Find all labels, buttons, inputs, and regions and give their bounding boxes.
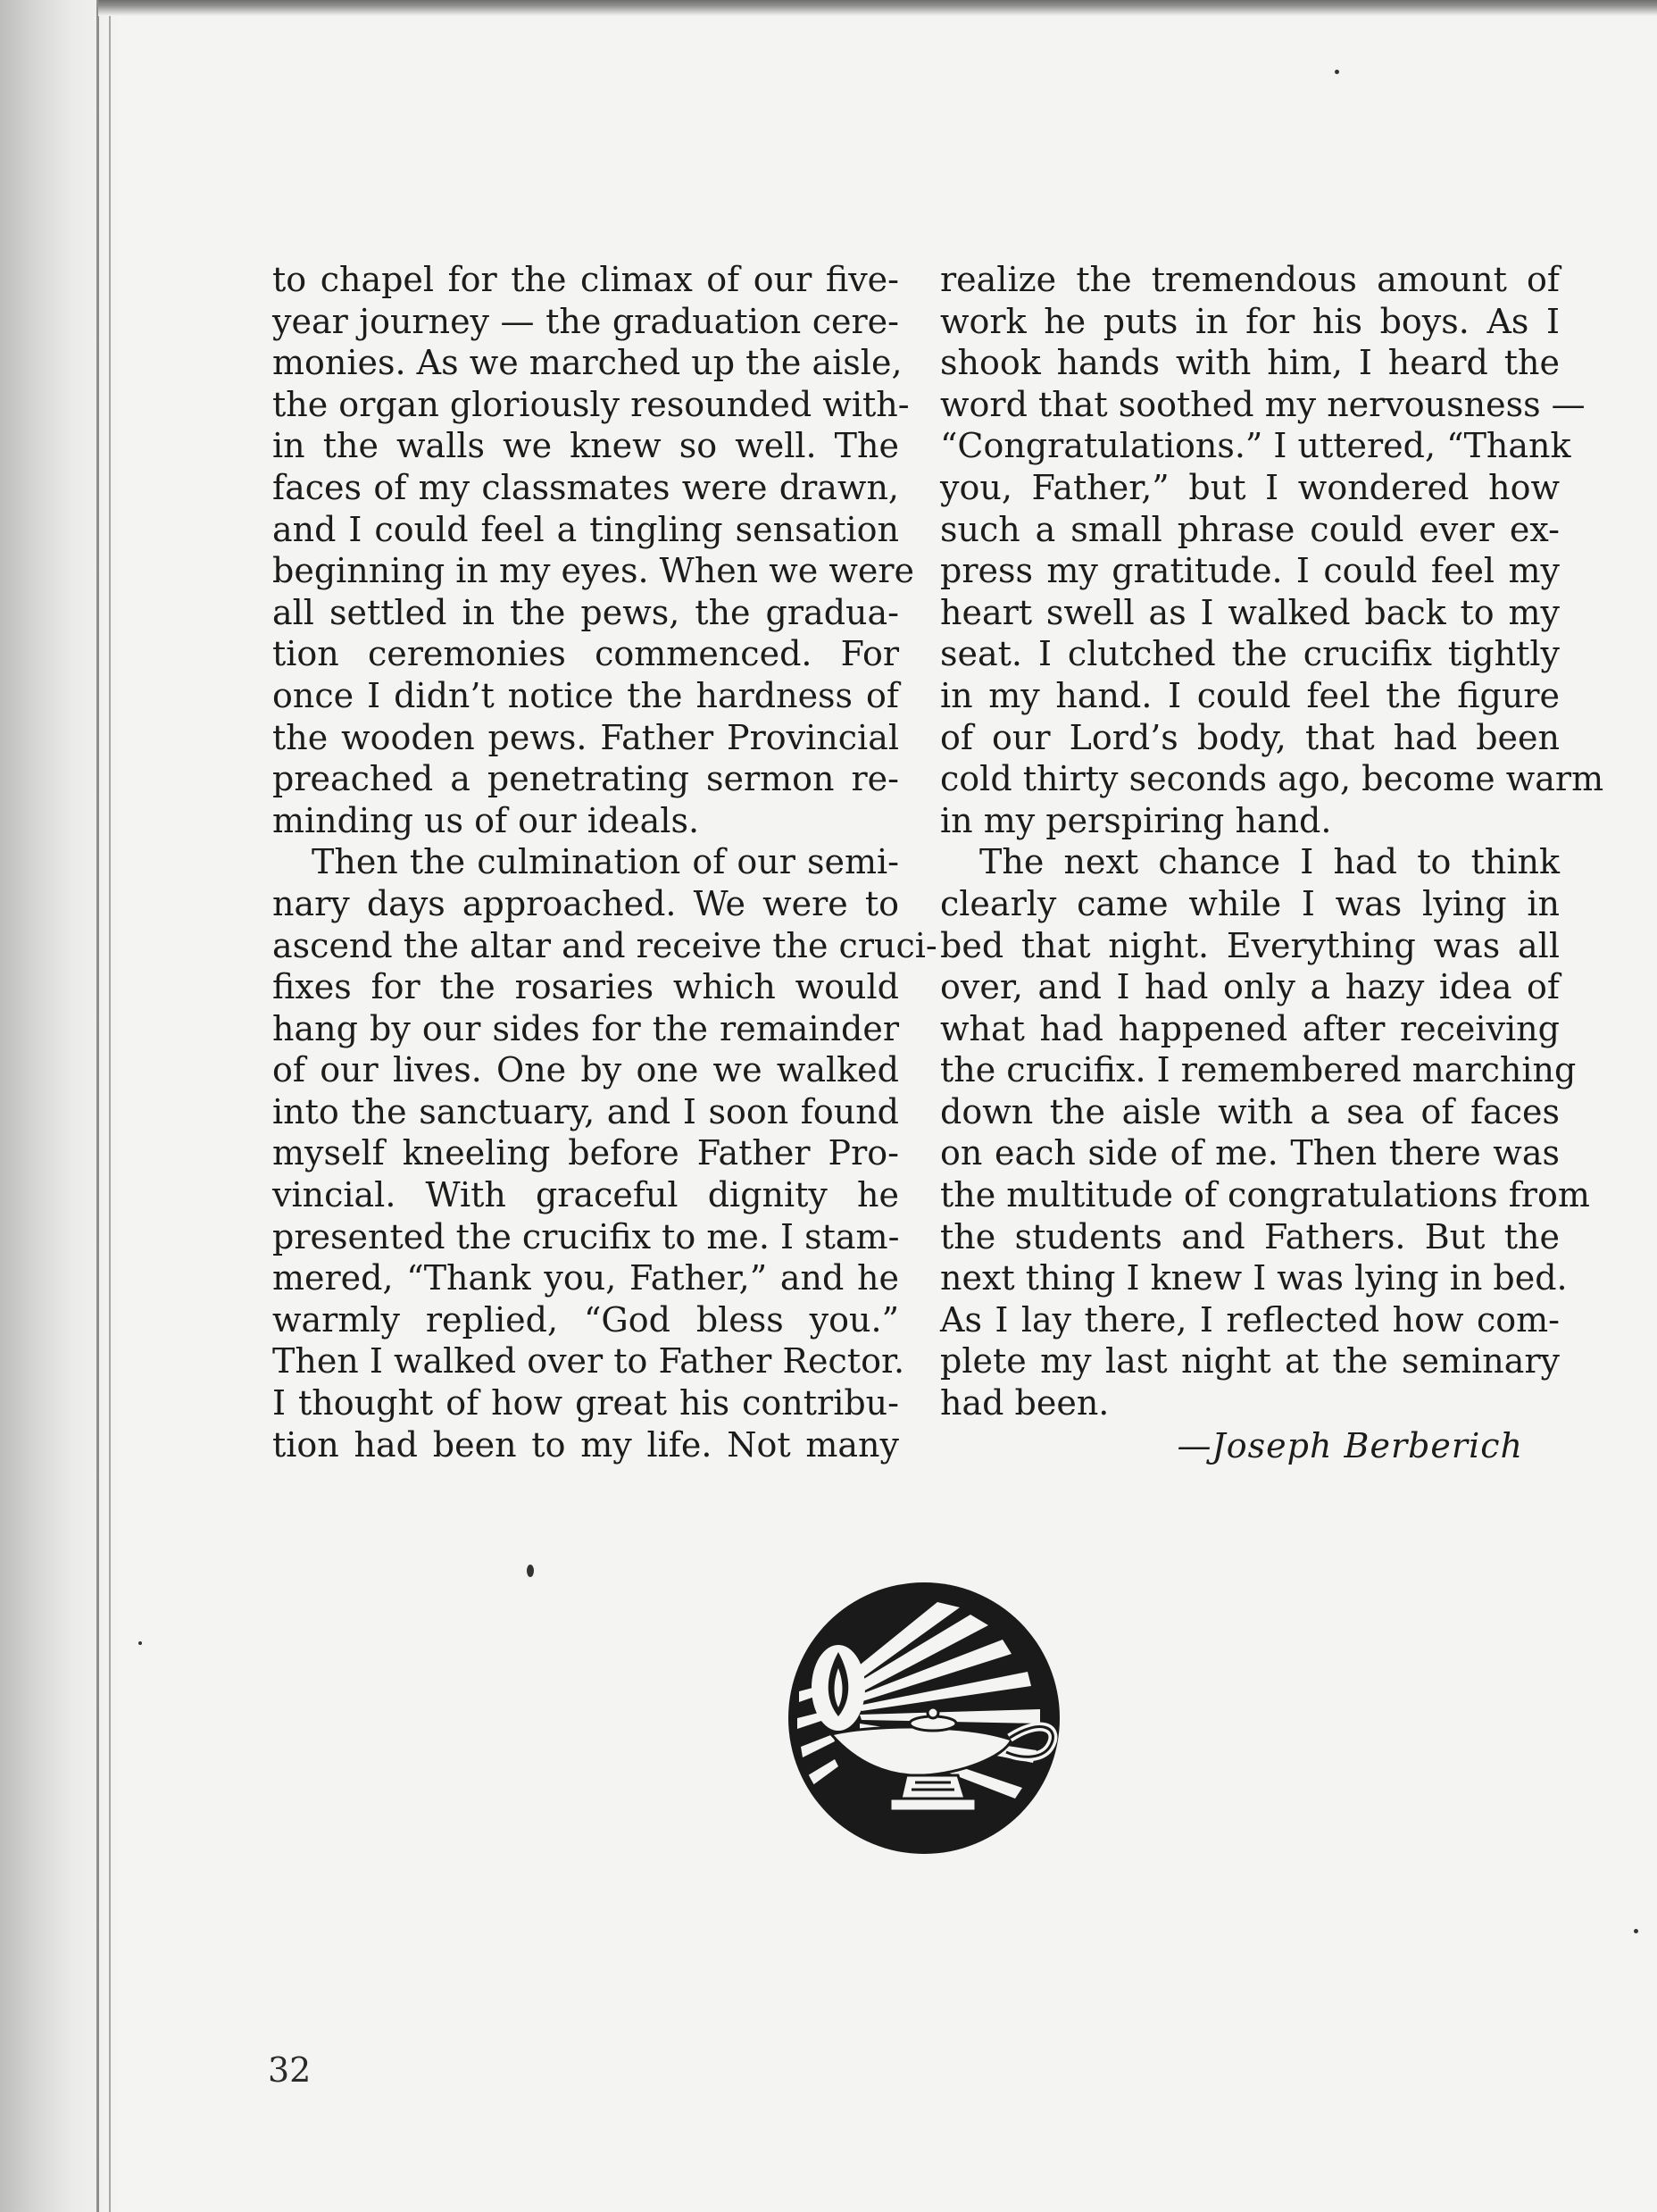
ink-speck (1335, 70, 1339, 74)
text-line: next thing I knew I was lying in bed. (940, 1258, 1568, 1298)
text-line: all settled in the pews, the gradua- (272, 592, 899, 632)
text-line: the wooden pews. Father Provincial (272, 717, 899, 757)
text-line: fixes for the rosaries which would (272, 967, 899, 1007)
article-right-column (940, 259, 1604, 1424)
author-signature: —Joseph Berberich (1177, 1426, 1523, 1465)
text-line: “Congratulations.” I uttered, “Thank (940, 426, 1571, 466)
text-line: monies. As we marched up the aisle, (272, 343, 903, 383)
text-line: plete my last night at the seminary (940, 1341, 1560, 1381)
text-line: preached a penetrating sermon re- (272, 759, 899, 799)
text-line: had been. (940, 1383, 1110, 1423)
text-line: to chapel for the climax of our five- (272, 260, 899, 299)
text-line: in the walls we knew so well. The (272, 426, 899, 466)
text-line: word that soothed my nervousness — (940, 384, 1586, 424)
text-line: the multitude of congratulations from (940, 1175, 1590, 1215)
text-line: clearly came while I was lying in (940, 883, 1560, 923)
text-line: on each side of me. Then there was (940, 1133, 1560, 1173)
text-line: in my hand. I could feel the figure (940, 675, 1560, 715)
text-line: warmly replied, “God bless you.” (272, 1299, 899, 1340)
text-line: work he puts in for his boys. As I (940, 301, 1560, 341)
page-number: 32 (268, 2050, 312, 2090)
text-line: hang by our sides for the remainder (272, 1008, 899, 1048)
text-line: I thought of how great his contribu- (272, 1383, 899, 1423)
flame-icon (812, 1645, 865, 1731)
text-line: of our Lord’s body, that had been (940, 717, 1560, 757)
binding-edge-line (109, 0, 111, 2212)
text-line: the crucifix. I remembered marching (940, 1050, 1577, 1090)
text-line: over, and I had only a hazy idea of (940, 967, 1560, 1007)
ink-speck (1634, 1929, 1638, 1933)
text-line: nary days approached. We were to (272, 883, 899, 923)
text-line: once I didn’t notice the hardness of (272, 675, 899, 715)
text-line: press my gratitude. I could feel my (940, 551, 1560, 591)
text-line: year journey — the graduation cere- (272, 301, 899, 341)
text-line: seat. I clutched the crucifix tightly (940, 634, 1560, 674)
text-line: tion had been to my life. Not many (272, 1424, 899, 1465)
text-line: in my perspiring hand. (940, 800, 1332, 840)
page-top-edge (98, 0, 1657, 16)
text-line: minding us of our ideals. (272, 800, 700, 840)
text-line: of our lives. One by one we walked (272, 1050, 899, 1090)
paragraph-start-line: The next chance I had to think (979, 842, 1560, 882)
text-line: mered, “Thank you, Father,” and he (272, 1258, 899, 1298)
oil-lamp-of-learning-emblem-icon (781, 1575, 1067, 1861)
text-line: Then I walked over to Father Rector. (272, 1341, 905, 1381)
text-line: cold thirty seconds ago, become warm (940, 759, 1604, 799)
ink-speck (138, 1641, 142, 1645)
text-line: tion ceremonies commenced. For (272, 634, 899, 674)
text-line: and I could feel a tingling sensation (272, 509, 899, 549)
text-line: heart swell as I walked back to my (940, 592, 1560, 632)
text-line: beginning in my eyes. When we were (272, 551, 914, 591)
ink-speck (527, 1565, 534, 1577)
text-line: vincial. With graceful dignity he (272, 1175, 899, 1215)
page-binding-shadow (0, 0, 121, 2212)
text-line: ascend the altar and receive the cruci- (272, 925, 937, 965)
paragraph-start-line: Then the culmination of our semi- (312, 842, 899, 882)
article-left-column (272, 259, 937, 1465)
text-line: shook hands with him, I heard the (940, 343, 1560, 383)
text-line: realize the tremendous amount of (940, 260, 1560, 299)
text-line: bed that night. Everything was all (940, 925, 1560, 965)
text-line: what had happened after receiving (940, 1008, 1560, 1048)
text-line: the students and Fathers. But the (940, 1216, 1560, 1256)
text-line: faces of my classmates were drawn, (272, 467, 899, 507)
text-line: you, Father,” but I wondered how (940, 467, 1560, 507)
text-line: down the aisle with a sea of faces (940, 1091, 1560, 1131)
text-line: such a small phrase could ever ex- (940, 509, 1560, 549)
text-line: into the sanctuary, and I soon found (272, 1091, 899, 1131)
text-line: presented the crucifix to me. I stam- (272, 1216, 900, 1256)
text-line: myself kneeling before Father Pro- (272, 1133, 899, 1173)
binding-edge-line (96, 0, 99, 2212)
text-line: As I lay there, I reflected how com- (940, 1299, 1560, 1340)
text-line: the organ gloriously resounded with- (272, 384, 910, 424)
